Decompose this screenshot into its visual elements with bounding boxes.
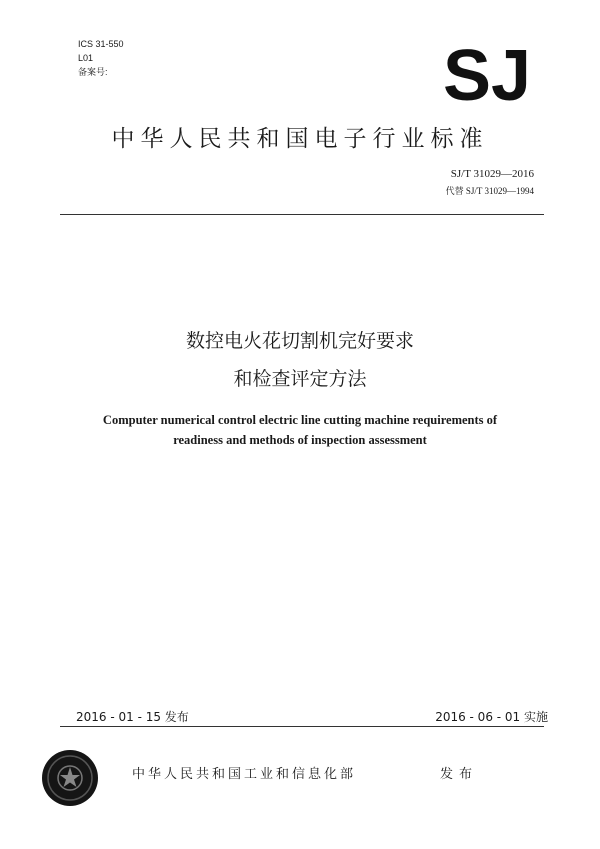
national-emblem-seal <box>40 748 100 808</box>
filing-number-label: 备案号: <box>78 67 108 77</box>
replaces-standard: 代替 SJ/T 31029—1994 <box>445 186 534 196</box>
issue-date: 2016 - 01 - 15 发布 <box>76 710 189 724</box>
ics-code: ICS 31-550 <box>78 39 124 49</box>
sj-logo <box>432 40 542 106</box>
title-cn-line2: 和检查评定方法 <box>233 368 367 390</box>
issuing-authority: 中华人民共和国工业和信息化部 <box>132 767 357 782</box>
svg-text:SJ: SJ <box>442 40 532 106</box>
top-divider <box>60 214 544 215</box>
classification-code: L01 <box>78 53 94 63</box>
title-cn-line1: 数控电火花切割机完好要求 <box>185 330 414 352</box>
publish-label: 发布 <box>440 767 479 782</box>
title-en-line1: Computer numerical control electric line cutting machine requirements of <box>102 413 498 427</box>
title-en-line2: readiness and methods of inspection assessment <box>173 433 427 447</box>
standard-number: SJ/T 31029—2016 <box>450 168 534 180</box>
bottom-divider <box>60 726 544 727</box>
standard-category-title: 中华人民共和国电子行业标准 <box>111 126 489 152</box>
effective-date: 2016 - 06 - 01 实施 <box>435 710 548 724</box>
